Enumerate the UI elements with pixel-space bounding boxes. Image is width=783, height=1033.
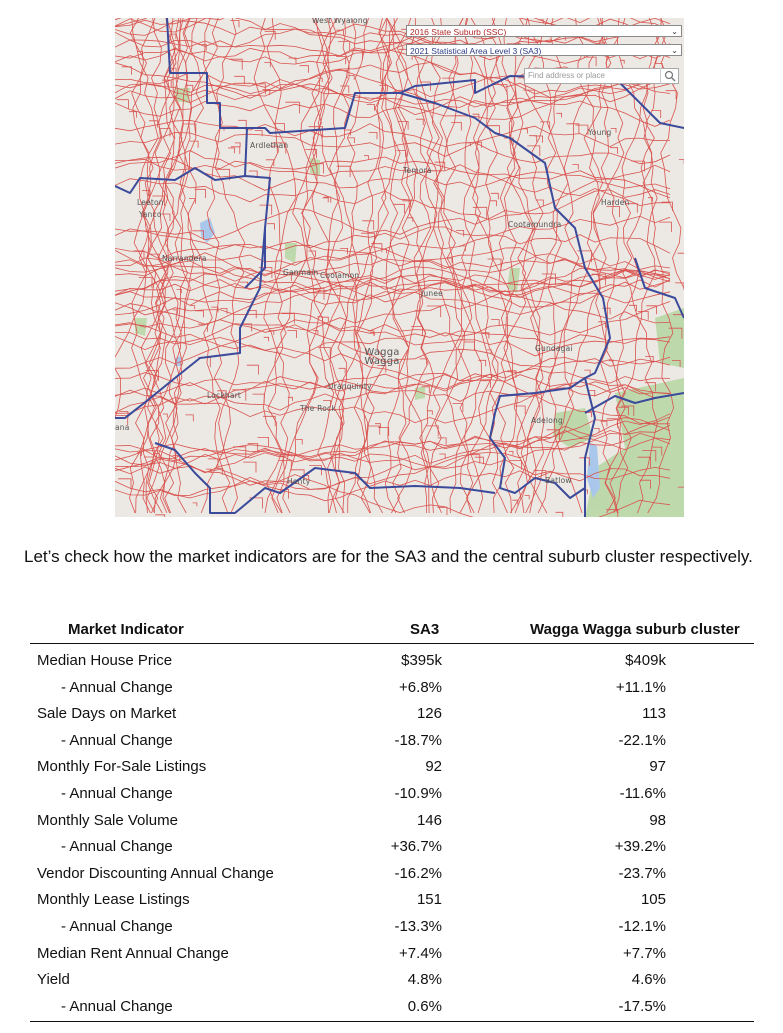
indicator-label: Median House Price [37,652,173,669]
table-row [30,966,754,993]
sa3-layer-select-value: 2021 Statistical Area Level 3 (SA3) [410,46,542,56]
table-row [30,833,754,860]
map-label-harden: Harden [601,198,630,207]
map-label-ardlethan: Ardlethan [250,141,289,150]
indicator-label: - Annual Change [61,784,173,802]
sa3-value: +6.8% [399,678,442,696]
map-label-gundagai: Gundagai [535,344,573,353]
map-canvas[interactable] [115,18,684,517]
chevron-down-icon: ⌄ [671,46,678,55]
cluster-value: -23.7% [618,864,666,882]
table-row [30,674,754,701]
table-row [30,913,754,940]
search-icon [664,70,676,82]
table-row [30,753,754,780]
indicator-label: Monthly For-Sale Listings [37,758,207,776]
cluster-value: $409k [625,652,666,669]
sa3-value: 4.8% [407,971,442,989]
sa3-value: 151 [416,891,442,909]
sa3-value: -18.7% [394,731,442,749]
indicator-label: - Annual Change [61,997,173,1015]
cluster-value: 4.6% [631,971,666,989]
market-indicator-table [30,617,754,1022]
map-search-input[interactable] [524,68,679,84]
map-label-cootamundra: Cootamundra [508,220,562,229]
header-market-indicator: Market Indicator [68,621,184,638]
map-label-uranquinty: Uranquinty [328,382,372,391]
sa3-value: +36.7% [390,838,442,856]
table-row [30,727,754,754]
map-view[interactable] [115,18,684,517]
map-label-adelong: Adelong [531,416,563,425]
indicator-label: - Annual Change [61,678,173,696]
suburb-layer-select-value: 2016 State Suburb (SSC) [410,27,507,37]
table-row [30,940,754,967]
sa3-value: +7.4% [399,944,442,962]
cluster-value: +11.1% [615,678,666,696]
cluster-value: 98 [649,811,666,829]
indicator-label: Monthly Sale Volume [37,811,178,829]
map-label-batlow: Batlow [545,476,572,485]
cluster-value: -17.5% [618,997,666,1015]
table-body [30,644,754,1019]
indicator-label: Monthly Lease Listings [37,891,190,909]
sa3-value: -10.9% [394,784,442,802]
suburb-layer-select[interactable] [406,25,682,37]
indicator-label: - Annual Change [61,917,173,935]
table-row [30,993,754,1020]
map-label-lockhart: Lockhart [207,391,242,400]
cluster-value: -12.1% [618,917,666,935]
table-row [30,647,754,674]
map-label-ana: ana [115,423,130,432]
map-label-temora: Temora [403,166,432,175]
intro-paragraph: Let’s check how the market indicators are for the SA3 and the central suburb cluster respectively. [24,547,753,566]
header-cluster: Wagga Wagga suburb cluster [530,621,740,638]
map-label-coolamon: Coolamon [320,271,360,280]
sa3-value: 92 [425,758,442,776]
cluster-value: -22.1% [618,731,666,749]
table-row [30,700,754,727]
cluster-value: 105 [640,891,666,909]
map-label-narrandera: Narrandera [162,254,207,263]
sa3-value: $395k [401,652,442,669]
table-header-row [30,617,754,644]
indicator-label: Sale Days on Market [37,705,177,723]
table-row [30,780,754,807]
indicator-label: Vendor Discounting Annual Change [37,864,274,882]
cluster-value: +7.7% [623,944,666,962]
chevron-down-icon: ⌄ [671,27,678,36]
header-sa3: SA3 [410,621,440,638]
map-label-yanco: Yanco [139,210,162,219]
map-label-west-wyalong: West Wyalong [312,18,368,25]
sa3-value: 126 [416,705,442,723]
map-label-young: Young [588,128,612,137]
map-label-wagga-wagga: Wagga Wagga [364,347,400,367]
table-bottom-rule [30,1021,754,1022]
map-label-leeton: Leeton [137,198,164,207]
sa3-value: -16.2% [394,864,442,882]
cluster-value: +39.2% [614,838,666,856]
indicator-label: - Annual Change [61,731,173,749]
indicator-label: - Annual Change [61,838,173,856]
cluster-value: 97 [649,758,666,776]
search-placeholder: Find address or place [528,71,605,80]
sa3-value: 146 [416,811,442,829]
indicator-label: Yield [37,971,70,989]
map-label-henty: Henty [287,477,311,486]
table-row [30,886,754,913]
table-row [30,860,754,887]
cluster-value: -11.6% [619,784,666,802]
table-row [30,807,754,834]
sa3-layer-select[interactable] [406,44,682,56]
map-label-the-rock: The Rock [300,404,336,413]
cluster-value: 113 [642,705,666,723]
sa3-value: 0.6% [407,997,442,1015]
sa3-value: -13.3% [394,917,442,935]
search-button[interactable] [660,68,679,84]
map-label-junee: Junee [421,289,443,298]
indicator-label: Median Rent Annual Change [37,944,229,962]
map-label-ganmain: Ganmain [283,268,319,277]
